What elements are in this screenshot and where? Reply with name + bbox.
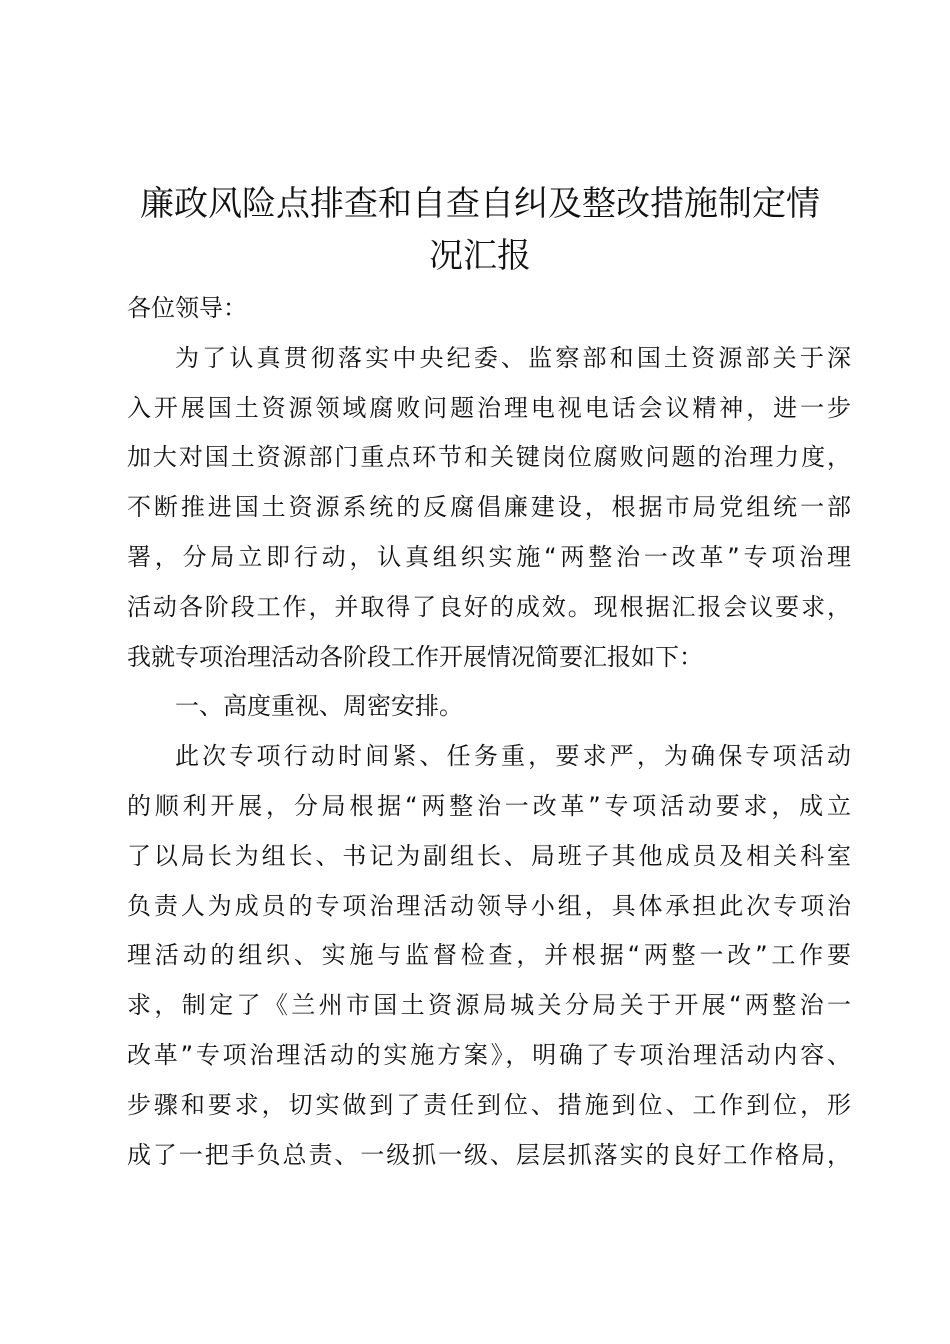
paragraph-2-line: 的顺利开展，分局根据“两整治一改革”专项活动要求，成立: [127, 791, 851, 820]
paragraph-1-line: 署，分局立即行动，认真组织实施“两整治一改革”专项治理: [127, 542, 851, 571]
paragraph-2: [127, 732, 851, 1180]
paragraph-2-line: 理活动的组织、实施与监督检查，并根据“两整一改”工作要: [127, 941, 851, 970]
paragraph-1-line: 活动各阶段工作，并取得了良好的成效。现根据汇报会议要求，: [127, 592, 851, 621]
title-line-1: 廉政风险点排查和自查自纠及整改措施制定情: [140, 184, 820, 224]
paragraph-2-line: 成了一把手负总责、一级抓一级、层层抓落实的良好工作格局，: [127, 1140, 851, 1169]
paragraph-2-line: 此次专项行动时间紧、任务重，要求严，为确保专项活动: [175, 742, 851, 771]
paragraph-2-line: 求，制定了《兰州市国土资源局城关分局关于开展“两整治一: [127, 991, 851, 1020]
paragraph-1-line: 加大对国土资源部门重点环节和关键岗位腐败问题的治理力度，: [127, 443, 851, 472]
paragraph-1-line: 不断推进国土资源系统的反腐倡廉建设，根据市局党组统一部: [127, 493, 851, 522]
salutation: 各位领导：: [127, 294, 247, 322]
document-body: [127, 284, 851, 1180]
title-line-2: 况汇报: [429, 236, 531, 276]
document-title: [100, 178, 860, 282]
paragraph-1-line: 为了认真贯彻落实中央纪委、监察部和国土资源部关于深: [175, 343, 851, 372]
paragraph-1-line: 我就专项治理活动各阶段工作开展情况简要汇报如下：: [127, 642, 703, 671]
section-1-heading: 一、高度重视、周密安排。: [175, 692, 463, 721]
paragraph-2-line: 负责人为成员的专项治理活动领导小组，具体承担此次专项治: [127, 891, 851, 920]
paragraph-1: [127, 334, 851, 683]
paragraph-2-line: 步骤和要求，切实做到了责任到位、措施到位、工作到位，形: [127, 1090, 851, 1119]
paragraph-2-line: 了以局长为组长、书记为副组长、局班子其他成员及相关科室: [127, 841, 851, 870]
paragraph-2-line: 改革”专项治理活动的实施方案》，明确了专项治理活动内容、: [127, 1040, 851, 1069]
paragraph-1-line: 入开展国土资源领域腐败问题治理电视电话会议精神，进一步: [127, 393, 851, 422]
